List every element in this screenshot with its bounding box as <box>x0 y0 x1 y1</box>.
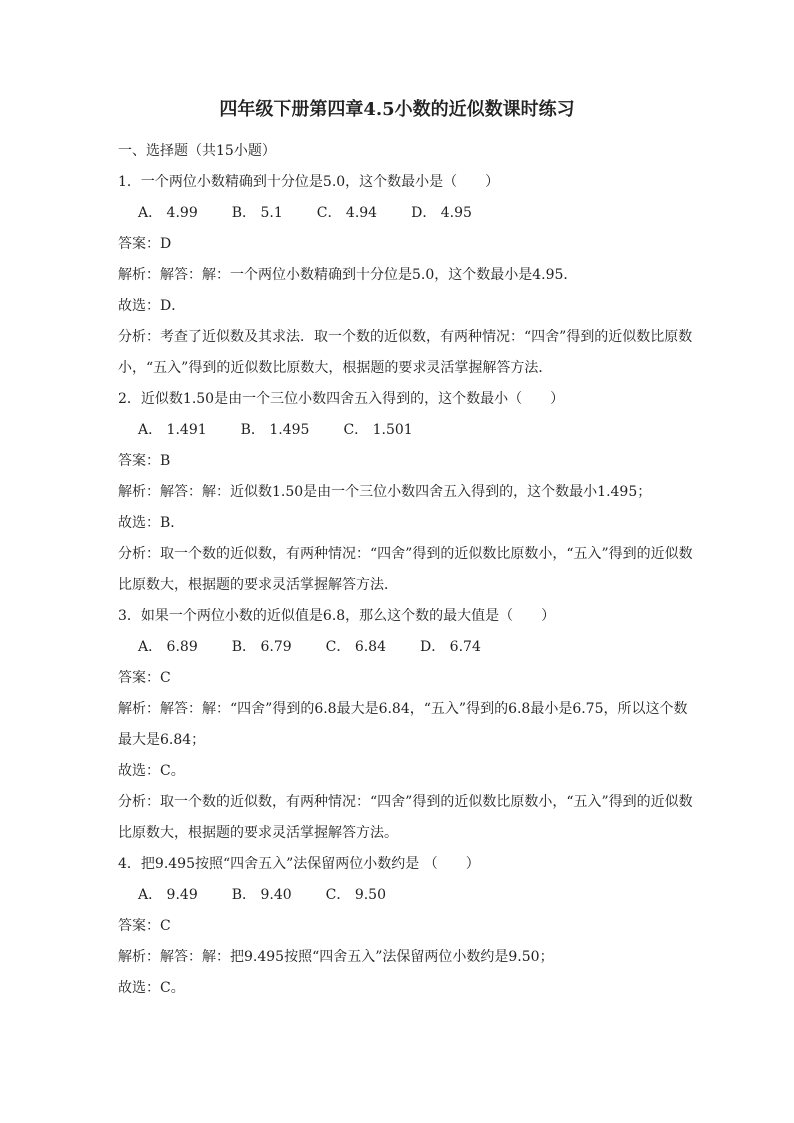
option-a: A． 6.89 <box>138 639 198 655</box>
answer-line: 答案：D <box>118 236 172 252</box>
options-row <box>118 415 698 446</box>
document-title: 四年级下册第四章4.5小数的近似数课时练习 <box>219 99 575 120</box>
option-d: D． 6.74 <box>420 639 481 655</box>
note-paragraph: 分析：考查了近似数及其求法．取一个数的近似数，有两种情况：“四舍”得到的近似数比原数小，“五入”得到的近似数比原数大，根据题的要求灵活掌握解答方法． <box>118 329 693 376</box>
options-row <box>118 632 698 663</box>
option-c: C． 4.94 <box>316 205 378 221</box>
answer-line: 答案：C <box>118 918 171 934</box>
question-stem: 3．如果一个两位小数的近似值是6.8，那么这个数的最大值是（ ） <box>118 608 556 624</box>
options-row <box>118 880 698 911</box>
analysis-paragraph: 解析：解答：解：“四舍”得到的6.8最大是6.84，“五入”得到的6.8最小是6.75，所以这个数最大是6.84； <box>118 701 688 748</box>
note-paragraph: 分析：取一个数的近似数，有两种情况：“四舍”得到的近似数比原数小，“五入”得到的近似数比原数大，根据题的要求灵活掌握解答方法。 <box>118 794 693 841</box>
option-d: D． 4.95 <box>411 205 472 221</box>
choice-line: 故选：B． <box>118 515 185 531</box>
option-c: C． 9.50 <box>325 887 386 903</box>
answer-line: 答案：B <box>118 453 171 469</box>
note-paragraph: 分析：取一个数的近似数，有两种情况：“四舍”得到的近似数比原数小，“五入”得到的近似数比原数大，根据题的要求灵活掌握解答方法． <box>118 546 693 593</box>
question-2 <box>118 384 698 601</box>
analysis-line: 解析：解答：解：近似数1.50是由一个三位小数四舍五入得到的，这个数最小1.495； <box>118 484 652 500</box>
option-c: C． 6.84 <box>325 639 386 655</box>
option-a: A． 1.491 <box>138 422 207 438</box>
document-body <box>118 136 698 1004</box>
question-stem: 1．一个两位小数精确到十分位是5.0，这个数最小是（ ） <box>118 174 500 190</box>
question-stem: 4．把9.495按照“四舍五入”法保留两位小数约是 （ ） <box>118 856 480 872</box>
analysis-line: 解析：解答：解：把9.495按照“四舍五入”法保留两位小数约是9.50； <box>118 949 554 965</box>
question-stem: 2．近似数1.50是由一个三位小数四舍五入得到的，这个数最小（ ） <box>118 391 565 407</box>
option-b: B． 1.495 <box>240 422 310 438</box>
question-3 <box>118 601 698 849</box>
choice-line: 故选：C。 <box>118 763 185 779</box>
analysis-line: 解析：解答：解：一个两位小数精确到十分位是5.0，这个数最小是4.95． <box>118 267 578 283</box>
question-1 <box>118 167 698 384</box>
option-a: A． 9.49 <box>138 887 198 903</box>
section-heading: 一、选择题（共15小题） <box>118 143 276 159</box>
question-4 <box>118 849 698 1004</box>
option-b: B． 9.40 <box>231 887 292 903</box>
choice-line: 故选：C。 <box>118 980 185 996</box>
option-a: A． 4.99 <box>138 205 198 221</box>
answer-line: 答案：C <box>118 670 171 686</box>
option-b: B． 6.79 <box>231 639 292 655</box>
option-b: B． 5.1 <box>231 205 283 221</box>
options-row <box>118 198 698 229</box>
option-c: C． 1.501 <box>343 422 413 438</box>
choice-line: 故选：D． <box>118 298 186 314</box>
